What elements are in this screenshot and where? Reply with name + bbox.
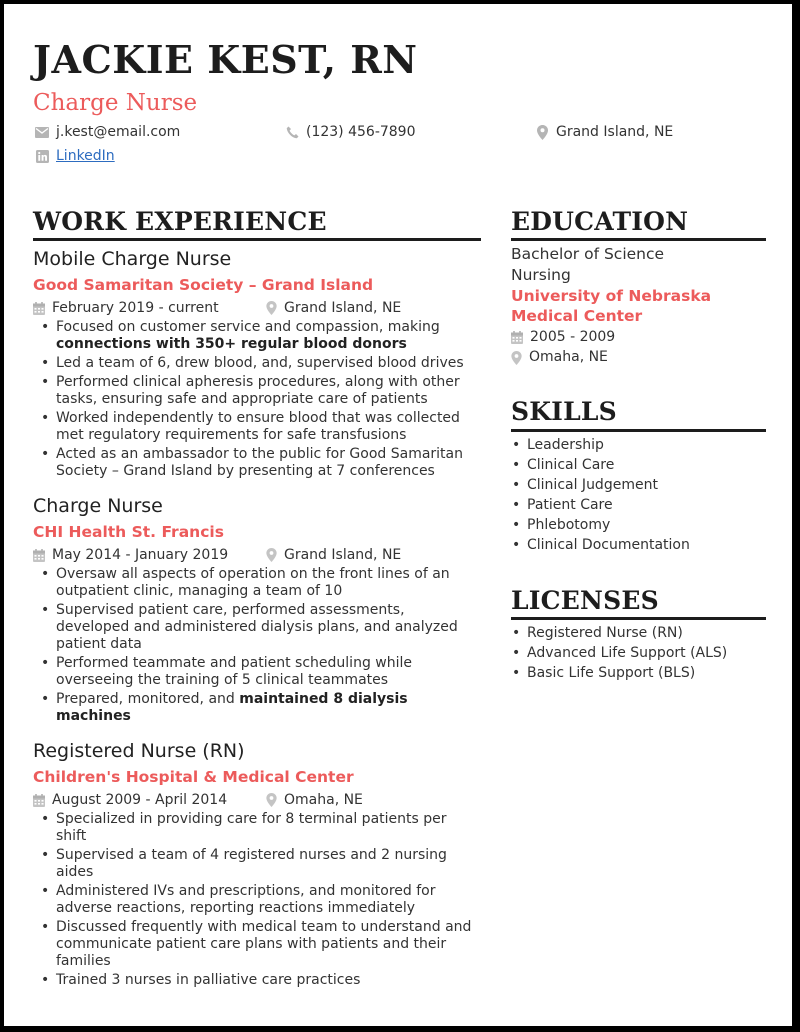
phone-text: (123) 456-7890 xyxy=(306,124,416,140)
education-dates xyxy=(511,329,766,346)
candidate-headline: Charge Nurse xyxy=(33,90,198,116)
bullet-item: • Administered IVs and prescriptions, and monitored for adverse reactions, reporting reactions immediately xyxy=(33,883,481,917)
skills-heading: SKILLS xyxy=(511,396,766,431)
job-title: Charge Nurse xyxy=(33,495,163,518)
job-location-text: Grand Island, NE xyxy=(284,300,402,317)
contact-location xyxy=(535,124,673,140)
calendar-icon xyxy=(33,549,45,562)
job-entry xyxy=(33,247,481,480)
job-bullets xyxy=(33,319,481,480)
bullet-item: • Supervised a team of 4 registered nurses and 2 nursing aides xyxy=(33,847,481,881)
bullet-item: • Trained 3 nurses in palliative care practices xyxy=(33,972,481,989)
job-dates-text: May 2014 - January 2019 xyxy=(52,547,229,564)
education-dates-text: 2005 - 2009 xyxy=(530,329,616,346)
bullet-item: • Led a team of 6, drew blood, and, supervised blood drives xyxy=(33,355,481,372)
bullet-item: • Worked independently to ensure blood that was collected met regulatory requirements for safe transfusions xyxy=(33,410,481,444)
job-title: Registered Nurse (RN) xyxy=(33,740,245,763)
job-location-text: Grand Island, NE xyxy=(284,547,402,564)
map-pin-icon xyxy=(266,548,277,562)
licenses-heading: LICENSES xyxy=(511,585,766,620)
bullet-item: • Focused on customer service and compassion, making connections with 350+ regular blood donors xyxy=(33,319,481,353)
job-bullets xyxy=(33,566,481,725)
job-bullets xyxy=(33,811,481,989)
bullet-item: • Prepared, monitored, and maintained 8 dialysis machines xyxy=(33,691,481,725)
bullet-item: • Discussed frequently with medical team to understand and communicate patient care plans with patients and their families xyxy=(33,919,481,970)
job-dates-text: February 2019 - current xyxy=(52,300,219,317)
calendar-icon xyxy=(33,794,45,807)
skill-item: • Phlebotomy xyxy=(511,515,766,535)
job-dates xyxy=(33,546,266,564)
bullet-item: • Acted as an ambassador to the public for Good Samaritan Society – Grand Island by presenting at 7 conferences xyxy=(33,446,481,480)
job-meta xyxy=(33,791,481,809)
job-location xyxy=(266,791,363,809)
education-field: Nursing xyxy=(511,266,571,285)
map-pin-icon xyxy=(266,793,277,807)
job-dates xyxy=(33,299,266,317)
education-degree: Bachelor of Science xyxy=(511,245,665,264)
job-dates-text: August 2009 - April 2014 xyxy=(52,792,228,809)
bullet-item: • Performed teammate and patient scheduling while overseeing the training of 5 clinical teammates xyxy=(33,655,481,689)
map-pin-icon xyxy=(266,301,277,315)
envelope-icon xyxy=(35,125,49,139)
job-location xyxy=(266,546,401,564)
job-company: CHI Health St. Francis xyxy=(33,522,224,541)
linkedin-icon xyxy=(35,149,49,163)
education-school: University of Nebraska Medical Center xyxy=(511,287,712,326)
job-title: Mobile Charge Nurse xyxy=(33,248,232,271)
license-item: • Registered Nurse (RN) xyxy=(511,623,766,643)
calendar-icon xyxy=(33,302,45,315)
contact-linkedin xyxy=(35,148,115,164)
education-location-text: Omaha, NE xyxy=(529,349,608,366)
work-experience-heading: WORK EXPERIENCE xyxy=(33,206,481,241)
right-column xyxy=(511,206,766,683)
job-meta xyxy=(33,299,481,317)
job-company: Good Samaritan Society – Grand Island xyxy=(33,275,374,294)
email-text: j.kest@email.com xyxy=(56,124,181,140)
education-location xyxy=(511,349,766,366)
map-pin-icon xyxy=(535,125,549,139)
contact-email xyxy=(35,124,180,140)
job-entry xyxy=(33,739,481,989)
linkedin-link[interactable]: LinkedIn xyxy=(56,148,115,164)
job-dates xyxy=(33,791,266,809)
left-column xyxy=(33,206,481,991)
skill-item: • Clinical Documentation xyxy=(511,535,766,555)
skills-list xyxy=(511,435,766,555)
skill-item: • Leadership xyxy=(511,435,766,455)
job-entry xyxy=(33,494,481,725)
location-text: Grand Island, NE xyxy=(556,124,674,140)
skill-item: • Clinical Care xyxy=(511,455,766,475)
bullet-item: • Supervised patient care, performed assessments, developed and administered dialysis plans, and analyzed patient data xyxy=(33,602,481,653)
candidate-name: JACKIE KEST, RN xyxy=(33,37,418,82)
job-meta xyxy=(33,546,481,564)
resume-page xyxy=(4,4,792,1026)
bullet-item: • Specialized in providing care for 8 terminal patients per shift xyxy=(33,811,481,845)
education-heading: EDUCATION xyxy=(511,206,766,241)
license-item: • Basic Life Support (BLS) xyxy=(511,663,766,683)
licenses-list xyxy=(511,623,766,683)
contact-phone xyxy=(285,124,416,140)
license-item: • Advanced Life Support (ALS) xyxy=(511,643,766,663)
phone-icon xyxy=(285,125,299,139)
job-company: Children's Hospital & Medical Center xyxy=(33,767,354,786)
job-location xyxy=(266,299,401,317)
skill-item: • Patient Care xyxy=(511,495,766,515)
calendar-icon xyxy=(511,331,523,344)
map-pin-icon xyxy=(511,351,522,365)
bullet-item: • Performed clinical apheresis procedures, along with other tasks, ensuring safe and appropriate care of patients xyxy=(33,374,481,408)
bullet-item: • Oversaw all aspects of operation on the front lines of an outpatient clinic, managing a team of 10 xyxy=(33,566,481,600)
job-location-text: Omaha, NE xyxy=(284,792,363,809)
skill-item: • Clinical Judgement xyxy=(511,475,766,495)
